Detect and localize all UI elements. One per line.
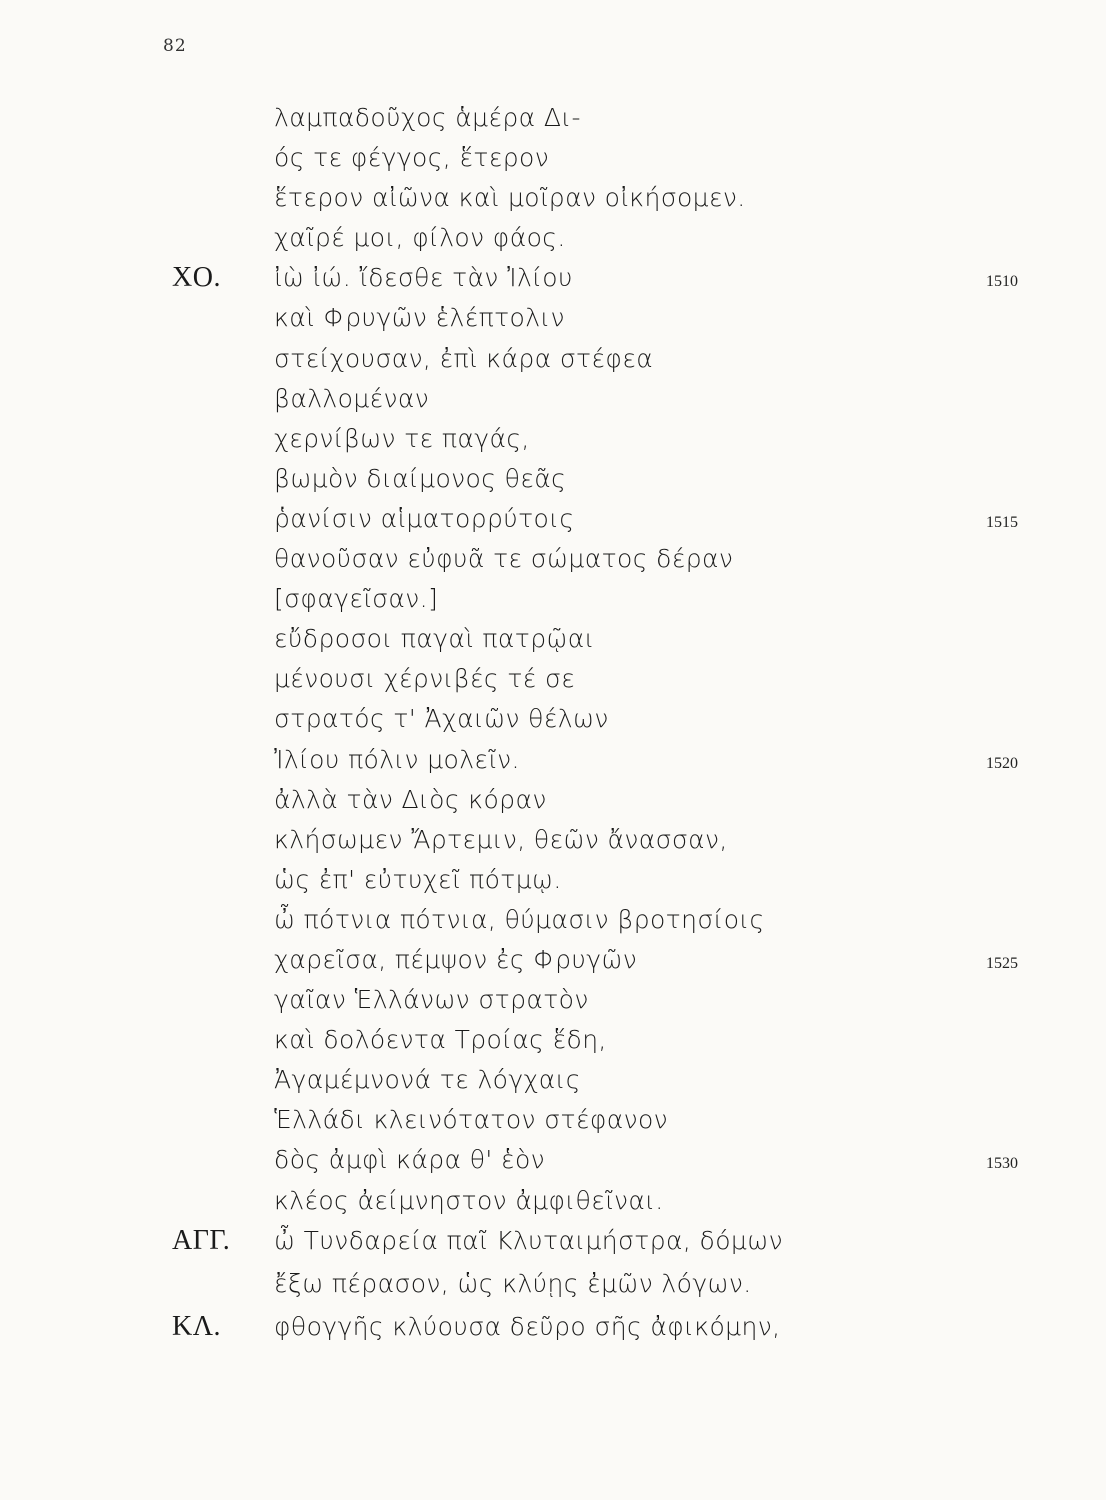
verse-line [0, 298, 1106, 338]
verse-line [0, 1221, 1106, 1264]
verse-text: μένουσι χέρνιβές τέ σε [274, 664, 576, 694]
verse-line [0, 980, 1106, 1020]
verse-line [0, 258, 1106, 298]
verse-line [0, 539, 1106, 579]
verse-text: εὔδροσοι παγαὶ πατρῷαι [274, 624, 595, 654]
line-number: 1530 [986, 1155, 1018, 1173]
verse-text: στρατός τ' Ἀχαιῶν θέλων [274, 704, 609, 734]
line-number: 1525 [986, 954, 1018, 972]
verse-line [0, 619, 1106, 659]
verse-text: καὶ δολόεντα Τροίας ἕδη, [274, 1025, 607, 1055]
verse-text: στείχουσαν, ἐπὶ κάρα στέφεα [274, 343, 654, 373]
verse-text: χαῖρέ μοι, φίλον φάος. [274, 223, 566, 253]
verse-line [0, 699, 1106, 739]
verse-text: [σφαγεῖσαν.] [274, 584, 439, 614]
verse-line [0, 579, 1106, 619]
speaker-label: ΚΛ. [172, 1310, 222, 1342]
verse-line [0, 1264, 1106, 1307]
verse-line [0, 419, 1106, 459]
verse-line [0, 860, 1106, 900]
page-number: 82 [163, 36, 187, 56]
verse-text: ἀλλὰ τὰν Διὸς κόραν [274, 784, 547, 814]
verse-text: καὶ Φρυγῶν ἑλέπτολιν [274, 303, 565, 333]
verse-text: ῥανίσιν αἱματορρύτοις [274, 503, 575, 533]
verse-text: γαῖαν Ἑλλάνων στρατὸν [274, 985, 589, 1015]
verse-line [0, 1060, 1106, 1100]
verse-line [0, 1181, 1106, 1221]
verse-text: Ἀγαμέμνονά τε λόγχαις [274, 1065, 581, 1095]
verse-text: θανοῦσαν εὐφυᾶ τε σώματος δέραν [274, 544, 734, 574]
verse-text: χαρεῖσα, πέμψον ἐς Φρυγῶν [274, 944, 638, 974]
verse-line [0, 379, 1106, 419]
verse-text: Ἑλλάδι κλεινότατον στέφανον [274, 1105, 669, 1135]
verse-block [0, 98, 1106, 1350]
verse-text: δὸς ἀμφὶ κάρα θ' ἑὸν [274, 1145, 546, 1175]
line-number: 1515 [986, 513, 1018, 531]
verse-text: ὡς ἐπ' εὐτυχεῖ πότμῳ. [274, 864, 562, 894]
line-number: 1510 [986, 273, 1018, 291]
verse-text: ἔξω πέρασον, ὡς κλύῃς ἐμῶν λόγων. [274, 1268, 752, 1298]
verse-text: ός τε φέγγος, ἕτερον [274, 143, 550, 173]
verse-text: κλήσωμεν Ἄρτεμιν, θεῶν ἄνασσαν, [274, 824, 728, 854]
verse-line [0, 1020, 1106, 1060]
verse-line [0, 218, 1106, 258]
verse-line [0, 339, 1106, 379]
verse-text: φθογγῆς κλύουσα δεῦρο σῆς ἀφικόμην, [274, 1311, 781, 1341]
verse-line [0, 1140, 1106, 1180]
verse-text: ἕτερον αἰῶνα καὶ μοῖραν οἰκήσομεν. [274, 183, 746, 213]
verse-text: ὦ πότνια πότνια, θύμασιν βροτησίοις [274, 904, 765, 934]
verse-text: Ἰλίου πόλιν μολεῖν. [274, 744, 520, 774]
verse-line [0, 1100, 1106, 1140]
verse-text: ὦ Τυνδαρεία παῖ Κλυταιμήστρα, δόμων [274, 1225, 783, 1255]
verse-text: λαμπαδοῦχος ἁμέρα Δι- [274, 103, 581, 132]
verse-line [0, 499, 1106, 539]
verse-line [0, 1307, 1106, 1350]
verse-text: χερνίβων τε παγάς, [274, 423, 530, 453]
verse-line [0, 178, 1106, 218]
verse-line [0, 940, 1106, 980]
speaker-label: ΧΟ. [172, 262, 221, 294]
verse-text: ἰὼ ἰώ. ἴδεσθε τὰν Ἰλίου [274, 263, 573, 293]
speaker-label: ΑΓΓ. [172, 1224, 231, 1256]
verse-line [0, 900, 1106, 940]
verse-line [0, 659, 1106, 699]
verse-line [0, 459, 1106, 499]
line-number: 1520 [986, 754, 1018, 772]
verse-text: βαλλομέναν [274, 383, 430, 413]
verse-line [0, 98, 1106, 138]
verse-line [0, 820, 1106, 860]
verse-line [0, 138, 1106, 178]
verse-text: βωμὸν διαίμονος θεᾶς [274, 463, 567, 493]
verse-text: κλέος ἀείμνηστον ἀμφιθεῖναι. [274, 1185, 664, 1215]
verse-line [0, 780, 1106, 820]
verse-line [0, 740, 1106, 780]
